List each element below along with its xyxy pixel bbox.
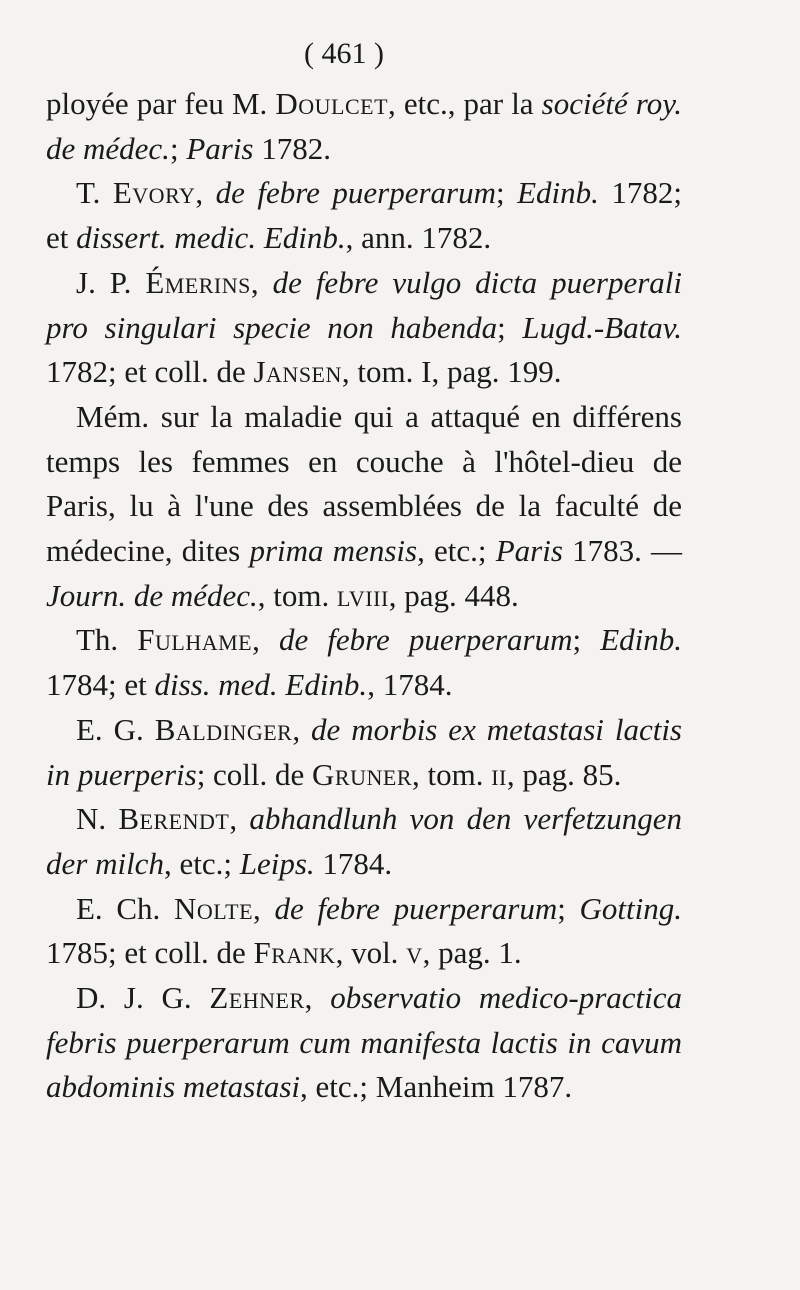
italic-title: Gotting. — [579, 890, 682, 926]
author-name: Zehner — [209, 980, 305, 1016]
italic-title: de morbis ex metastasi lactis in puerperis — [46, 711, 682, 792]
bibliography-entry — [46, 82, 682, 171]
bibliography-text — [46, 82, 682, 1110]
entry-text: , — [253, 890, 275, 926]
entry-text: ; — [572, 622, 601, 658]
entry-text: E. G. — [76, 711, 155, 747]
italic-title: société roy. de médec. — [46, 86, 682, 166]
page-number: ( 461 ) — [304, 37, 384, 70]
entry-text: , etc., par la — [388, 86, 542, 121]
entry-text: , pag. 85. — [506, 756, 622, 792]
entry-text: , tom. I, pag. 199. — [341, 354, 562, 390]
entry-text: 1782. — [253, 130, 331, 166]
entry-text: 1784; et — [46, 667, 155, 703]
italic-title: prima mensis — [249, 533, 418, 569]
entry-text: ; — [557, 890, 580, 926]
entry-text: J. P. — [76, 264, 146, 300]
italic-title: de febre puerperarum — [215, 175, 497, 211]
bibliography-entry — [46, 171, 682, 260]
italic-title: Paris — [186, 130, 254, 166]
italic-title: abhandlunh von den verfetzungen der milch — [46, 801, 683, 881]
author-name: ii — [491, 756, 507, 792]
bibliography-entry — [46, 395, 682, 619]
author-name: Doulcet — [275, 86, 389, 121]
entry-text: N. — [76, 801, 119, 837]
italic-title: de febre puerperarum — [274, 890, 558, 926]
entry-text: ; — [496, 175, 518, 211]
bibliography-entry — [46, 261, 682, 395]
bibliography-entry — [46, 708, 682, 797]
entry-text: , — [229, 801, 250, 837]
entry-text: D. J. G. — [76, 980, 210, 1016]
author-name: v — [406, 935, 423, 971]
entry-text: 1784. — [314, 845, 393, 881]
bibliography-entry — [46, 976, 682, 1110]
entry-text: , etc.; — [163, 845, 240, 881]
author-name: Berendt — [118, 801, 230, 837]
italic-title: observatio medico-practica febris puerperarum cum manifesta lactis in cavum abdominis metastasi — [46, 980, 682, 1105]
entry-text: , etc.; Manheim 1787. — [300, 1069, 573, 1105]
entry-text: 1782; et coll. de — [46, 354, 254, 390]
entry-text: Th. — [76, 622, 138, 658]
italic-title: Edinb. — [600, 622, 683, 658]
author-name: Evory — [112, 175, 196, 211]
entry-text: E. Ch. — [76, 890, 174, 926]
bibliography-entry — [46, 887, 682, 976]
entry-text: ; — [169, 130, 187, 166]
entry-text: 1783. — — [562, 533, 683, 569]
entry-text: , — [304, 980, 331, 1016]
entry-text: , — [252, 622, 279, 658]
entry-text: ; — [497, 309, 523, 345]
author-name: Jansen — [253, 354, 342, 390]
bibliography-entry — [46, 618, 682, 707]
entry-text: , ann. 1782. — [345, 220, 492, 256]
italic-title: diss. med. Edinb. — [154, 667, 368, 703]
entry-text: , — [292, 711, 312, 747]
author-name: Émerins — [145, 264, 251, 300]
italic-title: Edinb. — [517, 175, 599, 211]
author-name: lviii — [336, 577, 389, 613]
entry-text: Mém. sur la maladie qui a attaqué en différens temps les femmes en couche à l'hôtel-dieu de Paris, lu à l'une des assemblées de la faculté de médecine, dites — [46, 398, 682, 569]
entry-text: , tom. — [412, 756, 492, 792]
bibliography-entry — [46, 797, 682, 886]
author-name: Gruner — [312, 756, 412, 792]
author-name: Frank — [253, 935, 336, 971]
entry-text: , tom. — [257, 577, 337, 613]
entry-text: ployée par feu M. — [46, 86, 276, 121]
italic-title: dissert. medic. Edinb. — [76, 220, 346, 256]
entry-text: , — [195, 175, 216, 211]
entry-text: ; coll. de — [196, 756, 313, 792]
entry-text: , — [250, 264, 273, 300]
entry-text: , 1784. — [367, 667, 453, 703]
italic-title: Journ. de médec. — [46, 577, 258, 613]
italic-title: Paris — [495, 533, 563, 569]
entry-text: , etc.; — [417, 533, 496, 569]
entry-text: 1785; et coll. de — [46, 935, 254, 971]
author-name: Nolte — [173, 890, 254, 926]
italic-title: Lugd.-Batav. — [522, 309, 682, 345]
italic-title: de febre vulgo dicta puerperali pro singulari specie non habenda — [46, 264, 682, 345]
author-name: Fulhame — [137, 622, 253, 658]
entry-text: T. — [76, 175, 113, 211]
entry-text: , pag. 448. — [388, 577, 519, 613]
italic-title: de febre puerperarum — [278, 622, 573, 658]
entry-text: , pag. 1. — [422, 935, 522, 971]
author-name: Baldinger — [154, 711, 293, 747]
entry-text: 1782; et — [46, 175, 683, 256]
entry-text: , vol. — [335, 935, 407, 971]
italic-title: Leips. — [239, 845, 315, 881]
